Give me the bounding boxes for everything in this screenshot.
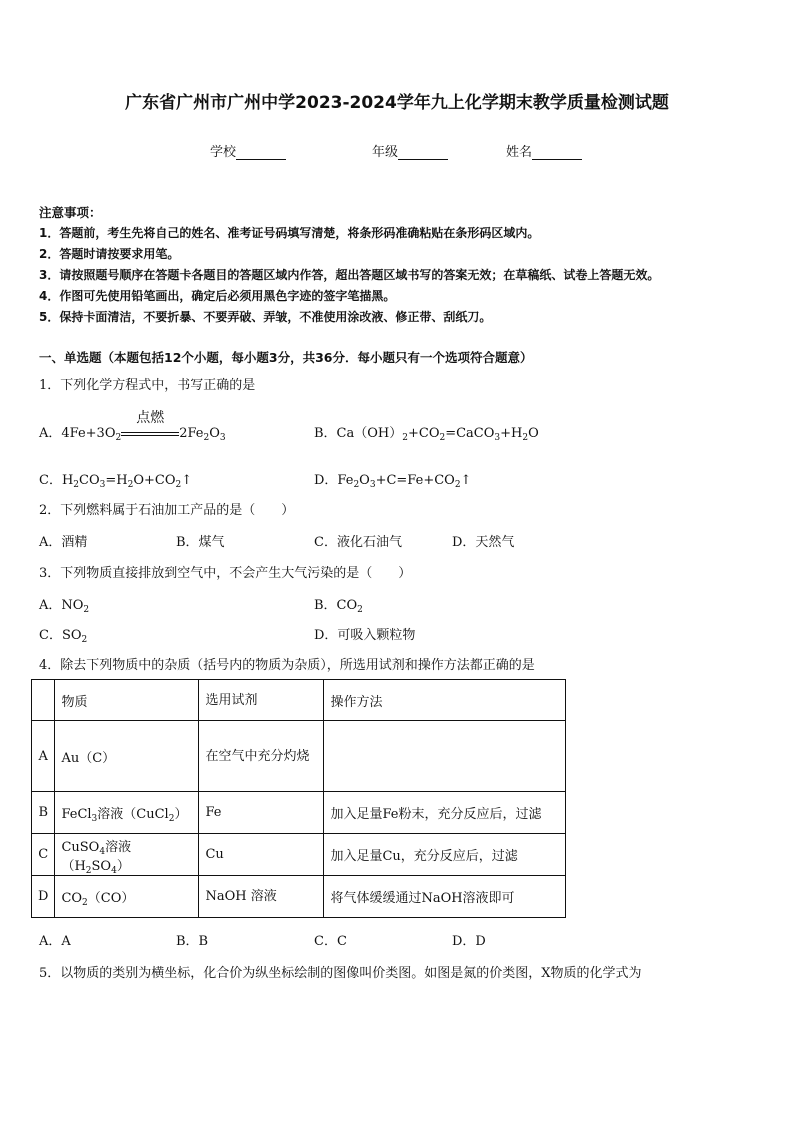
q2-option-a: A．酒精 [39,535,88,550]
header-reagent: 选用试剂 [199,680,324,721]
question-4-stem: 4．除去下列物质中的杂质（括号内的物质为杂质），所选用试剂和操作方法都正确的是 [39,658,535,673]
q4-option-d: D．D [452,934,486,949]
row-reagent: Cu [199,834,324,876]
table-row [32,721,566,792]
question-5-stem: 5．以物质的类别为横坐标，化合价为纵坐标绘制的图像叫价类图。如图是氮的价类图，X物质的化学式为 [39,966,642,981]
notes-heading: 注意事项： [39,205,102,220]
reaction-arrow: 点燃 [121,429,179,439]
q4-option-a: A．A [39,934,71,949]
q3-option-c: C．$SO_2$ [39,628,88,645]
row-label: C [32,834,55,876]
note-item: 1．答题前，考生先将自己的姓名、准考证号码填写清楚，将条形码准确粘贴在条形码区域内。 [39,226,540,240]
grade-blank [398,145,448,160]
question-1-stem: 1．下列化学方程式中，书写正确的是 [39,378,256,393]
row-method: 加入足量Cu，充分反应后，过滤 [324,834,566,876]
row-label: A [32,721,55,792]
note-item: 2．答题时请按要求用笔。 [39,247,180,261]
row-substance: Au（C） [55,721,199,792]
q4-option-c: C．C [314,934,347,949]
row-method: 加入足量Fe粉末，充分反应后，过滤 [324,792,566,834]
q1-option-d: D．$Fe_2O_3+C=Fe+CO_2↑$ [314,473,472,490]
q3-option-b: B．$CO_2$ [314,598,363,615]
section-heading: 一、单选题（本题包括12个小题，每小题3分，共36分．每小题只有一个选项符合题意） [39,350,533,365]
note-item: 4．作图可先使用铅笔画出，确定后必须用黑色字迹的签字笔描黑。 [39,289,396,303]
q3-option-d: D．可吸入颗粒物 [314,628,416,643]
header-substance: 物质 [55,680,199,721]
note-item: 5．保持卡面清洁，不要折暴、不要弄破、弄皱，不准使用涂改液、修正带、刮纸刀。 [39,310,492,324]
page-title: 广东省广州市广州中学2023-2024学年九上化学期末教学质量检测试题 [125,93,669,113]
row-label: D [32,876,55,918]
purification-table [31,679,566,918]
grade-field [372,141,448,160]
table-header-row [32,680,566,721]
q1-option-b: B．$Ca(OH)_2+CO_2=CaCO_3+H_2O$ [314,426,539,443]
row-substance: $CO_2(CO)$ [55,876,199,918]
q2-option-b: B．煤气 [176,535,225,550]
name-label: 姓名 [506,145,533,160]
q2-option-c: C．液化石油气 [314,535,402,550]
row-substance: FeCl$_3$溶液（CuCl$_2$） [55,792,199,834]
row-reagent: NaOH 溶液 [199,876,324,918]
q1-option-c: C．$H_2CO_3=H_2O+CO_2↑$ [39,473,193,490]
row-reagent: Fe [199,792,324,834]
q3-option-a: A．$NO_2$ [39,598,90,615]
row-method: 将气体缓缓通过NaOH溶液即可 [324,876,566,918]
table-row [32,792,566,834]
question-3-stem: 3．下列物质直接排放到空气中，不会产生大气污染的是（ ） [39,566,412,581]
name-blank [532,145,582,160]
school-blank [236,145,286,160]
row-reagent: 在空气中充分灼烧 [199,721,324,792]
q2-option-d: D．天然气 [452,535,515,550]
note-item: 3．请按照题号顺序在答题卡各题目的答题区域内作答，超出答题区域书写的答案无效；在草稿纸、试卷上答题无效。 [39,268,660,282]
school-field [210,141,286,160]
q1-option-a: A．$4Fe+3O_2$ 点燃 $2Fe_2O_3$ [39,409,226,443]
row-label: B [32,792,55,834]
school-label: 学校 [210,145,237,160]
question-2-stem: 2．下列燃料属于石油加工产品的是（ ） [39,503,295,518]
row-substance: CuSO$_4$溶液$(H_2SO_4)$ [55,834,199,876]
grade-label: 年级 [372,145,399,160]
q4-option-b: B．B [176,934,209,949]
table-row [32,876,566,918]
name-field [506,141,582,160]
row-method [324,721,566,792]
header-method: 操作方法 [324,680,566,721]
table-row [32,834,566,876]
